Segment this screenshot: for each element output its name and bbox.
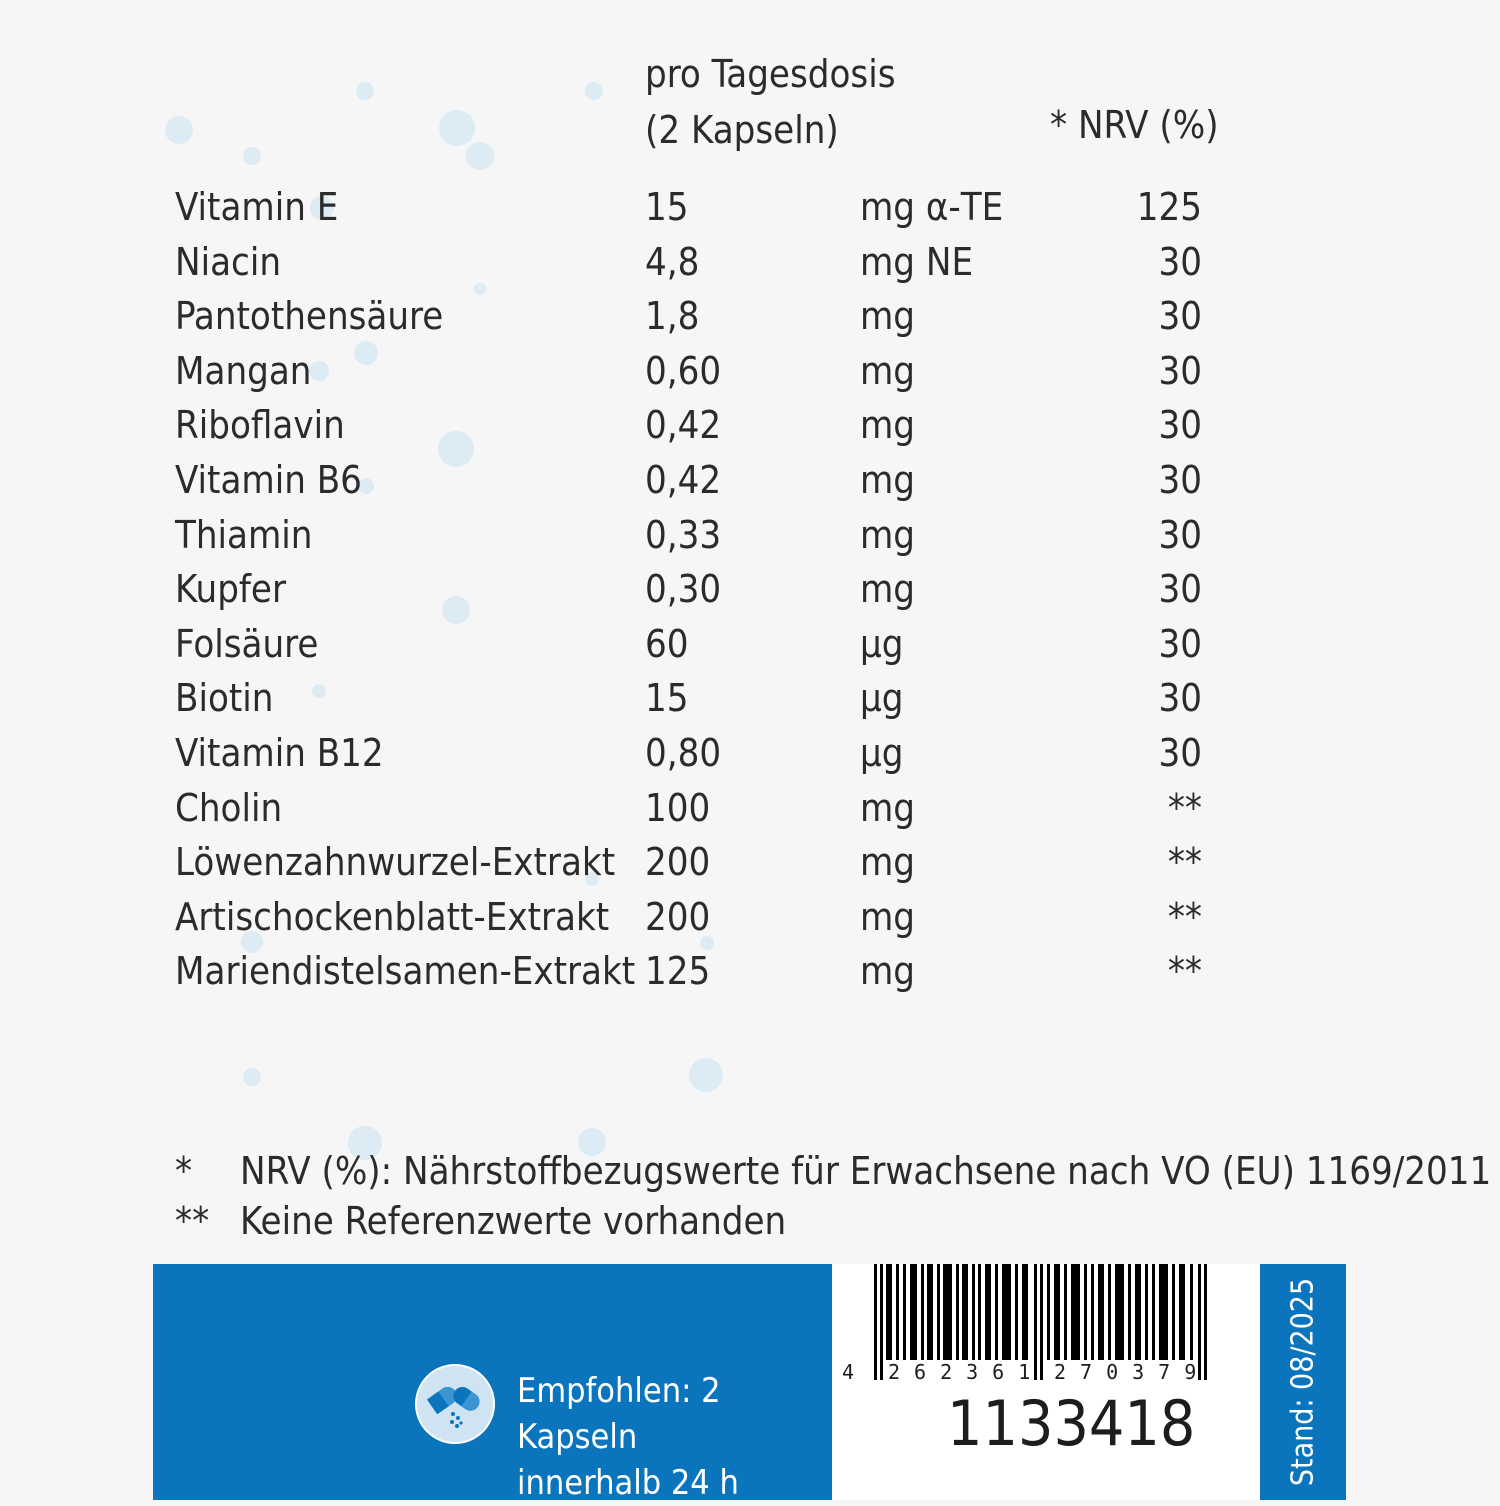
nutrient-name: Artischockenblatt-Extrakt [175,894,610,939]
nutrient-name: Vitamin B6 [175,457,362,502]
nutrient-nrv: 30 [1158,457,1202,502]
nutrient-name: Vitamin B12 [175,730,384,775]
nutrient-unit: mg [860,348,916,393]
nutrient-name: Vitamin E [175,185,339,229]
table-row [175,835,1205,890]
nutrient-unit: mg [860,457,916,502]
article-number: 1133418 [947,1387,1196,1460]
bubble [243,147,261,165]
nutrient-name: Niacin [175,239,281,284]
footnote-mark: ** [175,1199,210,1243]
barcode-first-digit: 4 [842,1360,855,1384]
nutrient-unit: mg [860,785,916,830]
nutrient-nrv: 30 [1158,294,1202,339]
nutrient-nrv: 125 [1136,185,1202,229]
barcode-area [832,1264,1260,1500]
bubble [689,1058,723,1092]
bubble [165,116,193,144]
nutrient-amount: 15 [645,676,689,721]
nutrient-amount: 200 [645,840,711,885]
table-row [175,180,1205,235]
table-row [175,453,1205,508]
stand-date: Stand: 08/2025 [1285,1277,1321,1487]
nutrient-unit: µg [860,621,904,666]
nutrient-nrv: 30 [1158,348,1202,393]
nutrient-amount: 4,8 [645,239,700,284]
nutrient-unit: mg [860,949,916,994]
nutrient-nrv: 30 [1158,239,1202,284]
nutrient-amount: 1,8 [645,294,700,339]
nrv-column-header: * NRV (%) [1050,103,1219,147]
nutrient-nrv: 30 [1158,676,1202,721]
nutrient-unit: mg [860,403,916,448]
nutrient-amount: 125 [645,949,711,994]
nutrient-name: Folsäure [175,621,319,666]
table-row [175,944,1205,999]
nutrient-nrv: 30 [1158,567,1202,612]
date-panel [1260,1264,1346,1500]
nutrient-amount: 0,42 [645,403,722,448]
nutrient-amount: 200 [645,894,711,939]
nutrient-name: Mangan [175,348,312,393]
nutrient-amount: 0,60 [645,348,722,393]
nutrient-unit: µg [860,730,904,775]
table-row [175,344,1205,399]
dose-header-line1: pro Tagesdosis [645,52,896,96]
nutrient-name: Cholin [175,785,283,830]
table-row [175,726,1205,781]
nutrient-name: Löwenzahnwurzel-Extrakt [175,840,616,885]
nutrient-amount: 100 [645,785,711,830]
nutrient-name: Riboflavin [175,403,345,448]
table-row [175,617,1205,672]
nutrient-nrv: 30 [1158,730,1202,775]
nutrient-amount: 0,80 [645,730,722,775]
nutrient-amount: 0,30 [645,567,722,612]
recommendation-text [517,1368,832,1506]
nutrient-unit: mg α-TE [860,185,1004,229]
nutrient-unit: mg [860,294,916,339]
nutrient-amount: 0,42 [645,457,722,502]
recommendation-panel [153,1264,832,1503]
table-row [175,398,1205,453]
table-row [175,671,1205,726]
table-row [175,781,1205,836]
table-row [175,890,1205,945]
nutrient-amount: 0,33 [645,512,722,557]
nutrient-nrv: ** [1167,949,1202,994]
nutrient-amount: 60 [645,621,689,666]
footnote-mark: * [175,1149,193,1193]
nutrient-nrv: ** [1167,785,1202,830]
nutrient-unit: mg [860,894,916,939]
bubble [243,1068,261,1086]
nutrient-unit: mg [860,567,916,612]
table-row [175,508,1205,563]
recommendation-line2: innerhalb 24 h [517,1463,739,1503]
nutrient-name: Thiamin [175,512,313,557]
nutrient-table [175,180,1205,999]
capsule-icon [415,1364,495,1444]
nutrient-name: Mariendistelsamen-Extrakt [175,949,636,994]
nutrient-name: Biotin [175,676,274,721]
nutrient-name: Pantothensäure [175,294,444,339]
footnote-text: Keine Referenzwerte vorhanden [240,1199,787,1243]
nutrient-unit: mg [860,840,916,885]
barcode-digits-left: 262361 [888,1360,1045,1384]
nutrient-name: Kupfer [175,567,287,612]
dose-column-header [645,46,896,158]
nutrient-nrv: 30 [1158,621,1202,666]
bubble [439,110,475,146]
nutrient-nrv: 30 [1158,403,1202,448]
bubble [585,82,603,100]
table-row [175,289,1205,344]
nutrient-nrv: ** [1167,840,1202,885]
nutrient-nrv: ** [1167,894,1202,939]
dose-header-line2: (2 Kapseln) [645,108,839,152]
nutrient-unit: mg [860,512,916,557]
nutrient-unit: mg NE [860,239,974,284]
table-row [175,562,1205,617]
barcode-digits-right: 270379 [1054,1360,1211,1384]
footnote-text: NRV (%): Nährstoffbezugswerte für Erwachsene nach VO (EU) 1169/2011 [240,1149,1492,1193]
bubble [466,142,494,170]
table-row [175,235,1205,290]
nutrient-unit: µg [860,676,904,721]
bubble [356,82,374,100]
nutrient-nrv: 30 [1158,512,1202,557]
nutrient-amount: 15 [645,185,689,229]
recommendation-line1: Empfohlen: 2 Kapseln [517,1371,721,1457]
